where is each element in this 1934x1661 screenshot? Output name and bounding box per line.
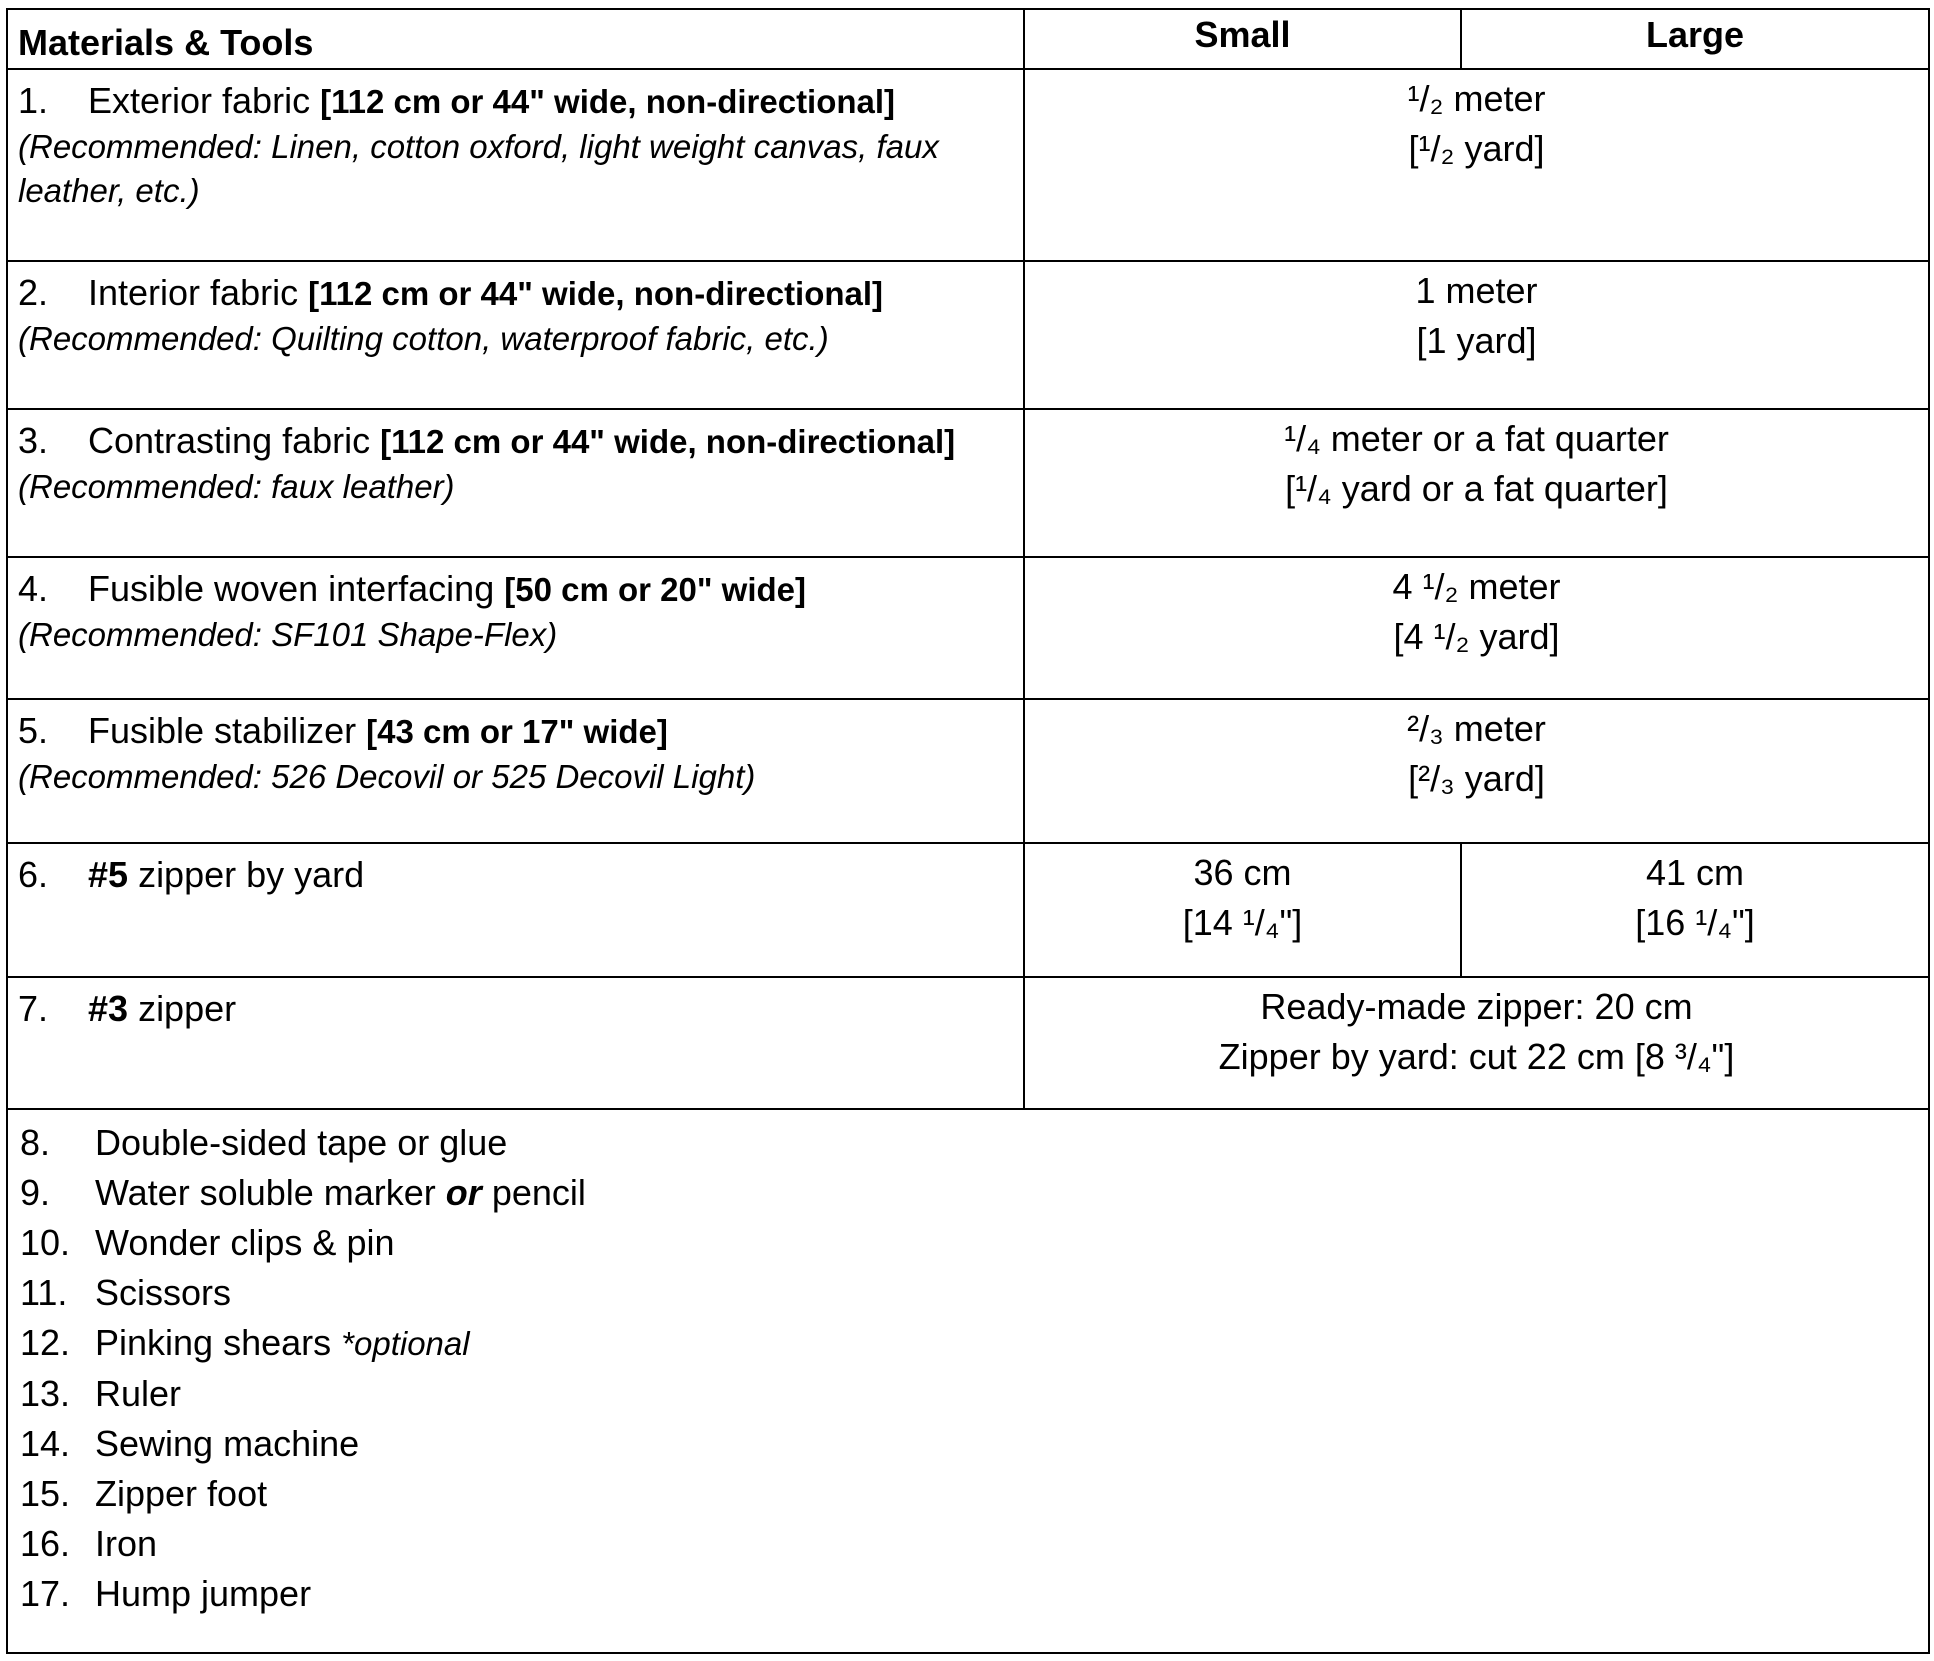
amount-metric: ²/₃ meter [1407, 708, 1546, 749]
tool-item [20, 1369, 1918, 1419]
material-desc-2 [7, 261, 1024, 409]
material-name: Fusible stabilizer [88, 710, 357, 751]
material-row-7 [7, 977, 1929, 1109]
tool-item [20, 1419, 1918, 1469]
material-desc-4 [7, 557, 1024, 699]
amount-imperial: [4 ¹/₂ yard] [1393, 616, 1560, 657]
tool-label: Iron [95, 1523, 158, 1564]
tool-num: 9. [20, 1172, 51, 1213]
tool-item [20, 1469, 1918, 1519]
amount-metric: ¹/₂ meter [1407, 78, 1546, 119]
material-amount-3 [1024, 409, 1929, 557]
material-num: 2. [18, 272, 49, 313]
amount-metric: 36 cm [1193, 852, 1292, 893]
material-name: zipper [138, 988, 237, 1029]
tool-num: 17. [20, 1573, 71, 1614]
tool-label: pencil [491, 1172, 586, 1213]
zipper-size: #3 [88, 988, 129, 1029]
material-amount-2 [1024, 261, 1929, 409]
material-recommendation: (Recommended: SF101 Shape-Flex) [18, 616, 558, 653]
material-spec: [112 cm or 44" wide, non-directional] [308, 275, 884, 312]
tool-item [20, 1118, 1918, 1168]
amount-metric: 4 ¹/₂ meter [1392, 566, 1561, 607]
tool-label: Double-sided tape or glue [95, 1122, 508, 1163]
header-large: Large [1461, 9, 1929, 69]
tool-item [20, 1318, 1918, 1369]
tool-label: Pinking shears [95, 1322, 332, 1363]
material-num: 1. [18, 80, 49, 121]
material-row-4 [7, 557, 1929, 699]
material-num: 6. [18, 854, 49, 895]
material-row-5 [7, 699, 1929, 843]
material-recommendation: (Recommended: 526 Decovil or 525 Decovil Light) [18, 758, 756, 795]
material-name: Exterior fabric [88, 80, 311, 121]
tool-label: Ruler [95, 1373, 182, 1414]
material-row-2 [7, 261, 1929, 409]
tool-label: Scissors [95, 1272, 232, 1313]
amount-metric: ¹/₄ meter or a fat quarter [1284, 418, 1669, 459]
amount-imperial: [¹/₂ yard] [1408, 128, 1545, 169]
material-num: 3. [18, 420, 49, 461]
material-amount-1 [1024, 69, 1929, 261]
tool-num: 11. [20, 1272, 68, 1313]
tool-num: 15. [20, 1473, 71, 1514]
material-desc-6 [7, 843, 1024, 977]
material-num: 4. [18, 568, 49, 609]
material-spec: [43 cm or 17" wide] [366, 713, 668, 750]
tools-list [7, 1109, 1929, 1653]
tool-item [20, 1569, 1918, 1619]
tool-label: Sewing machine [95, 1423, 360, 1464]
amount-imperial: [²/₃ yard] [1408, 758, 1545, 799]
amount-metric: 41 cm [1645, 852, 1745, 893]
amount-by-yard: Zipper by yard: cut 22 cm [8 ³/₄"] [1218, 1036, 1735, 1077]
material-name: Contrasting fabric [88, 420, 371, 461]
tool-num: 12. [20, 1322, 71, 1363]
tools-row [7, 1109, 1929, 1653]
material-amount-5 [1024, 699, 1929, 843]
tool-item [20, 1268, 1918, 1318]
header-row [7, 9, 1929, 69]
materials-table [6, 8, 1930, 1654]
material-desc-1 [7, 69, 1024, 261]
material-desc-7 [7, 977, 1024, 1109]
tool-label: Wonder clips & pin [95, 1222, 395, 1263]
material-amount-4 [1024, 557, 1929, 699]
material-recommendation: (Recommended: faux leather) [18, 468, 455, 505]
header-small: Small [1024, 9, 1461, 69]
material-spec: [112 cm or 44" wide, non-directional] [320, 83, 896, 120]
tool-label: Water soluble marker [95, 1172, 436, 1213]
amount-imperial: [¹/₄ yard or a fat quarter] [1285, 468, 1668, 509]
zipper5-small-amount [1024, 843, 1461, 977]
amount-imperial: [1 yard] [1416, 320, 1537, 361]
tool-item [20, 1168, 1918, 1218]
amount-imperial: [16 ¹/₄"] [1635, 902, 1755, 943]
material-desc-5 [7, 699, 1024, 843]
zipper3-amount [1024, 977, 1929, 1109]
material-num: 7. [18, 988, 49, 1029]
material-row-3 [7, 409, 1929, 557]
tool-optional-note: *optional [341, 1325, 470, 1362]
tool-label: Zipper foot [95, 1473, 268, 1514]
amount-imperial: [14 ¹/₄"] [1182, 902, 1303, 943]
amount-ready-made: Ready-made zipper: 20 cm [1260, 986, 1693, 1027]
material-desc-3 [7, 409, 1024, 557]
material-recommendation: (Recommended: Quilting cotton, waterproof fabric, etc.) [18, 320, 829, 357]
zipper5-large-amount [1461, 843, 1929, 977]
tool-num: 14. [20, 1423, 71, 1464]
material-row-6 [7, 843, 1929, 977]
material-recommendation: (Recommended: Linen, cotton oxford, light weight canvas, faux leather, etc.) [18, 128, 939, 209]
material-spec: [50 cm or 20" wide] [504, 571, 806, 608]
tool-label: Hump jumper [95, 1573, 312, 1614]
header-materials-tools: Materials & Tools [7, 9, 1024, 69]
material-name: Fusible woven interfacing [88, 568, 495, 609]
material-num: 5. [18, 710, 49, 751]
material-row-1 [7, 69, 1929, 261]
material-name: Interior fabric [88, 272, 299, 313]
tool-label-emphasis: or [445, 1172, 482, 1213]
amount-metric: 1 meter [1415, 270, 1538, 311]
tool-item [20, 1519, 1918, 1569]
tool-num: 8. [20, 1122, 51, 1163]
tool-num: 16. [20, 1523, 71, 1564]
material-name: zipper by yard [138, 854, 365, 895]
tool-num: 13. [20, 1373, 71, 1414]
tool-item [20, 1218, 1918, 1268]
material-spec: [112 cm or 44" wide, non-directional] [380, 423, 956, 460]
zipper-size: #5 [88, 854, 129, 895]
tool-num: 10. [20, 1222, 71, 1263]
